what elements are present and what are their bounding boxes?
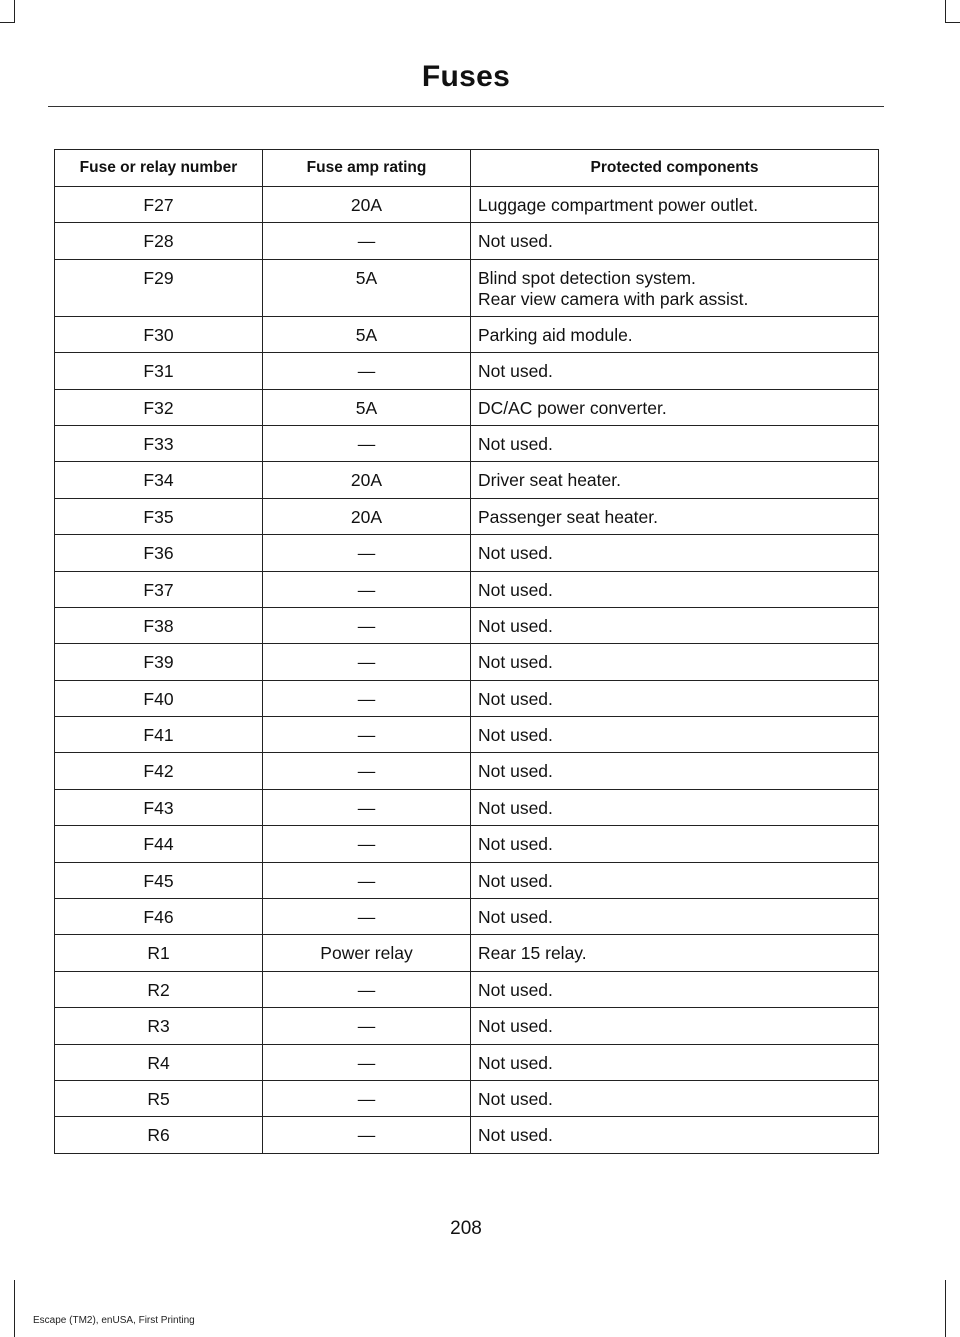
protected-components-cell [471,223,879,259]
protected-components-cell [471,1008,879,1044]
table-row [55,971,879,1007]
protected-components-cell [471,425,879,461]
protected-components-cell [471,789,879,825]
amp-rating-cell: — [263,223,471,259]
fuse-number-cell: F40 [55,680,263,716]
fuse-number-cell: F41 [55,717,263,753]
protected-components-cell [471,644,879,680]
component-line: Not used. [478,761,553,782]
protected-components-cell [471,680,879,716]
fuse-number-cell: F43 [55,789,263,825]
fuse-number-cell: R6 [55,1117,263,1153]
fuse-table [54,149,879,1154]
fuse-number-cell: R3 [55,1008,263,1044]
amp-rating-cell: Power relay [263,935,471,971]
amp-rating-cell: — [263,1044,471,1080]
amp-rating-cell: — [263,607,471,643]
fuse-number-cell: F42 [55,753,263,789]
protected-components-cell [471,899,879,935]
amp-rating-cell: — [263,1117,471,1153]
component-line: Not used. [478,652,553,673]
fuse-number-cell: F35 [55,498,263,534]
component-line: Not used. [478,1125,553,1146]
crop-mark-top-left-vertical [14,0,15,22]
protected-components-cell [471,717,879,753]
table-row [55,187,879,223]
fuse-number-cell: R5 [55,1080,263,1116]
amp-rating-cell: — [263,1080,471,1116]
amp-rating-cell: — [263,425,471,461]
table-row [55,1044,879,1080]
protected-components-cell [471,971,879,1007]
protected-components-cell [471,498,879,534]
crop-mark-bottom-left [14,1280,15,1337]
component-line: Rear 15 relay. [478,943,587,964]
amp-rating-cell: — [263,571,471,607]
page-title: Fuses [421,60,511,93]
fuse-number-cell: R1 [55,935,263,971]
table-row [55,644,879,680]
amp-rating-cell: — [263,862,471,898]
table-row [55,717,879,753]
table-row [55,353,879,389]
fuse-number-cell: F38 [55,607,263,643]
table-row [55,1080,879,1116]
protected-components-cell [471,571,879,607]
title-divider [48,106,884,107]
protected-components-cell [471,353,879,389]
table-row [55,425,879,461]
amp-rating-cell: 5A [263,389,471,425]
table-row [55,389,879,425]
component-line: Not used. [478,1052,553,1073]
table-body [55,187,879,1154]
fuse-number-cell: F46 [55,899,263,935]
fuse-number-cell: F27 [55,187,263,223]
protected-components-cell [471,259,879,316]
amp-rating-cell: — [263,789,471,825]
protected-components-cell [471,1044,879,1080]
component-line: Not used. [478,361,553,382]
fuse-number-cell: F30 [55,316,263,352]
crop-mark-top-right-vertical [945,0,946,22]
table-row [55,498,879,534]
fuse-number-cell: R4 [55,1044,263,1080]
fuse-number-cell: F31 [55,353,263,389]
table-row [55,753,879,789]
component-line: Rear view camera with park assist. [478,288,749,309]
table-row [55,899,879,935]
protected-components-cell [471,187,879,223]
amp-rating-cell: — [263,535,471,571]
fuse-number-cell: F33 [55,425,263,461]
table-row [55,1008,879,1044]
table-row [55,935,879,971]
fuse-number-cell: F39 [55,644,263,680]
amp-rating-cell: 20A [263,462,471,498]
fuse-number-cell: F28 [55,223,263,259]
amp-rating-cell: 5A [263,316,471,352]
fuse-number-cell: R2 [55,971,263,1007]
crop-mark-top-right-horizontal [945,22,960,23]
component-line: Not used. [478,797,553,818]
protected-components-cell [471,753,879,789]
component-line: DC/AC power converter. [478,397,667,418]
component-line: Not used. [478,615,553,636]
protected-components-cell [471,462,879,498]
amp-rating-cell: 20A [263,498,471,534]
amp-rating-cell: — [263,680,471,716]
component-line: Not used. [478,907,553,928]
fuse-number-cell: F34 [55,462,263,498]
amp-rating-cell: — [263,353,471,389]
table-row [55,789,879,825]
component-line: Not used. [478,834,553,855]
table-row [55,535,879,571]
header-protected-components: Protected components [471,150,879,187]
amp-rating-cell: 20A [263,187,471,223]
crop-mark-top-left-horizontal [0,22,15,23]
component-line: Not used. [478,1088,553,1109]
component-line: Not used. [478,870,553,891]
component-line: Not used. [478,725,553,746]
protected-components-cell [471,607,879,643]
protected-components-cell [471,389,879,425]
component-line: Blind spot detection system. [478,267,696,288]
table-row [55,607,879,643]
fuse-number-cell: F37 [55,571,263,607]
component-line: Driver seat heater. [478,470,621,491]
fuse-number-cell: F29 [55,259,263,316]
table-row [55,316,879,352]
component-line: Not used. [478,688,553,709]
component-line: Not used. [478,979,553,1000]
table-row [55,826,879,862]
protected-components-cell [471,535,879,571]
protected-components-cell [471,862,879,898]
component-line: Not used. [478,231,553,252]
table-row [55,862,879,898]
table-header-row [55,150,879,187]
crop-mark-bottom-right [945,1280,946,1337]
amp-rating-cell: 5A [263,259,471,316]
header-amp-rating: Fuse amp rating [263,150,471,187]
amp-rating-cell: — [263,753,471,789]
amp-rating-cell: — [263,826,471,862]
amp-rating-cell: — [263,971,471,1007]
footer-text: Escape (TM2), enUSA, First Printing [33,1315,195,1326]
fuse-number-cell: F45 [55,862,263,898]
protected-components-cell [471,826,879,862]
protected-components-cell [471,1117,879,1153]
component-line: Luggage compartment power outlet. [478,195,759,215]
table-row [55,223,879,259]
component-line: Not used. [478,1016,553,1037]
protected-components-cell [471,1080,879,1116]
table-row [55,259,879,316]
header-fuse-number: Fuse or relay number [55,150,263,187]
amp-rating-cell: — [263,1008,471,1044]
protected-components-cell [471,935,879,971]
fuse-number-cell: F36 [55,535,263,571]
table-row [55,571,879,607]
component-line: Parking aid module. [478,324,633,345]
table-row [55,462,879,498]
table-row [55,680,879,716]
component-line: Not used. [478,543,553,564]
component-line: Not used. [478,433,553,454]
table-row [55,1117,879,1153]
protected-components-cell [471,316,879,352]
page-number: 208 [450,1218,482,1239]
fuse-number-cell: F44 [55,826,263,862]
component-line: Not used. [478,579,553,600]
amp-rating-cell: — [263,717,471,753]
amp-rating-cell: — [263,644,471,680]
component-line: Passenger seat heater. [478,506,658,527]
amp-rating-cell: — [263,899,471,935]
fuse-number-cell: F32 [55,389,263,425]
